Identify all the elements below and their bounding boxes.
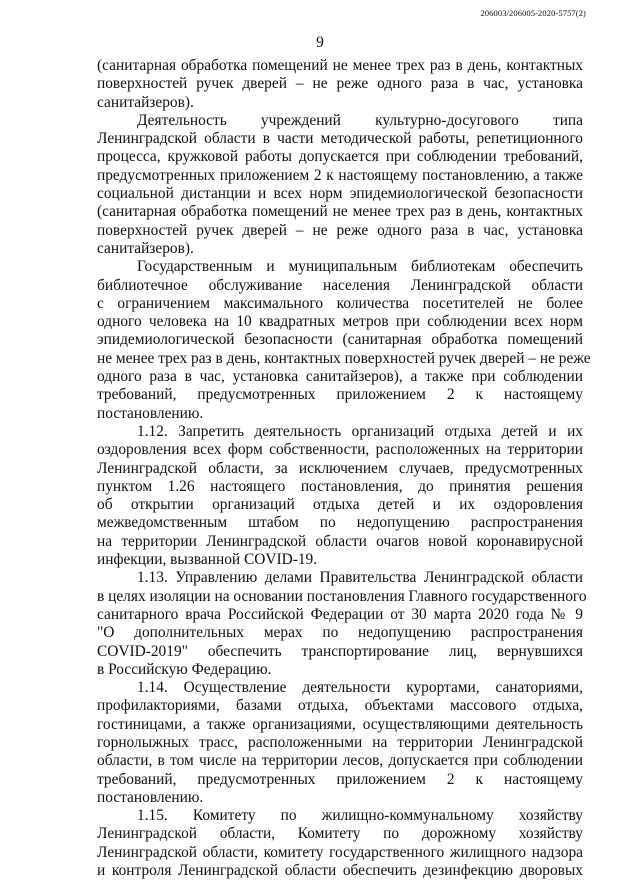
text-line: санитарного врача Российской Федерации от 30 марта 2020 года № 9 [97, 605, 583, 623]
text-line: Ленинградской области, комитету государственного жилищного надзора [97, 843, 583, 861]
paragraph [97, 679, 583, 807]
text-line: одного человека на 10 квадратных метров при соблюдении всех норм [97, 313, 583, 331]
text-line: на территории Ленинградской области очагов новой коронавирусной [97, 532, 583, 550]
text-line: поверхностей ручек дверей – не реже одного раза в час, установка [97, 221, 583, 239]
text-line: не менее трех раз в день, контактных поверхностей ручек дверей – не реже [97, 349, 591, 367]
text-line: процесса, кружковой работы допускается при соблюдении требований, [97, 148, 583, 166]
paragraph [97, 807, 583, 880]
text-line: 1.15. Комитету по жилищно-коммунальному хозяйству [137, 807, 583, 825]
text-line: одного раза в час, установка санитайзеров), а также при соблюдении [97, 368, 583, 386]
text-line: Деятельность учреждений культурно-досугового типа [137, 111, 583, 129]
paragraph [97, 569, 587, 679]
text-line: социальной дистанции и всех норм эпидемиологической безопасности [97, 185, 583, 203]
text-line: поверхностей ручек дверей – не реже одного раза в час, установка [97, 75, 583, 93]
text-line: 1.13. Управлению делами Правительства Ленинградской области [137, 569, 583, 587]
document-code: 206003/206005-2020-5757(2) [480, 8, 586, 18]
text-line: (санитарная обработка помещений не менее трех раз в день, контактных [97, 203, 583, 221]
text-line: постановлению. [97, 788, 204, 806]
paragraph [97, 57, 583, 112]
text-line: 1.14. Осуществление деятельности курортами, санаториями, [137, 679, 583, 697]
text-line: требований, предусмотренных приложением 2 к настоящему [97, 770, 583, 788]
page-number: 9 [316, 34, 324, 51]
text-line: инфекции, вызванной COVID-19. [97, 551, 318, 569]
text-line: 1.12. Запретить деятельность организаций отдыха детей и их [137, 422, 583, 440]
text-line: профилакториями, базами отдыха, объектами массового отдыха, [97, 697, 583, 715]
text-line: об открытии организаций отдыха детей и их оздоровления [97, 496, 583, 514]
text-line: библиотечное обслуживание населения Ленинградской области [97, 276, 583, 294]
text-line: Ленинградской области, Комитету по дорожному хозяйству [97, 825, 583, 843]
text-line: постановлению. [97, 404, 204, 422]
text-line: санитайзеров). [97, 239, 194, 257]
paragraph [97, 423, 583, 569]
paragraph [97, 258, 591, 423]
text-line: горнолыжных трасс, расположенными на территории Ленинградской [97, 733, 583, 751]
text-line: межведомственным штабом по недопущению распространения [97, 514, 583, 532]
text-line: (санитарная обработка помещений не менее трех раз в день, контактных [97, 57, 583, 74]
text-line: Государственным и муниципальным библиотекам обеспечить [137, 258, 583, 276]
text-line: Ленинградской области в части методической работы, репетиционного [97, 130, 583, 148]
document-body [97, 57, 591, 880]
text-line: в целях изоляции на основании постановления Главного государственного [97, 587, 587, 605]
text-line: предусмотренных приложением 2 к настоящему постановлению, а также [97, 166, 583, 184]
text-line: санитайзеров). [97, 93, 194, 111]
text-line: "О дополнительных мерах по недопущению распространения [97, 624, 583, 642]
text-line: Ленинградской области, за исключением случаев, предусмотренных [97, 459, 583, 477]
text-line: гостиницами, а также организациями, осуществляющими деятельность [97, 715, 583, 733]
text-line: с ограничением максимального количества посетителей не более [97, 294, 583, 312]
text-line: COVID-2019" обеспечить транспортирование лиц, вернувшихся [97, 642, 583, 660]
text-line: оздоровления всех форм собственности, расположенных на территории [97, 441, 583, 459]
text-line: пунктом 1.26 настоящего постановления, до принятия решения [97, 477, 583, 495]
text-line: требований, предусмотренных приложением 2 к настоящему [97, 386, 583, 404]
text-line: области, в том числе на территории лесов, допускается при соблюдении [97, 752, 583, 770]
text-line: и контроля Ленинградской области обеспечить дезинфекцию дворовых [97, 862, 583, 880]
text-line: эпидемиологической безопасности (санитарная обработка помещений [97, 331, 583, 349]
text-line: в Российскую Федерацию. [97, 660, 272, 678]
paragraph [97, 112, 583, 258]
